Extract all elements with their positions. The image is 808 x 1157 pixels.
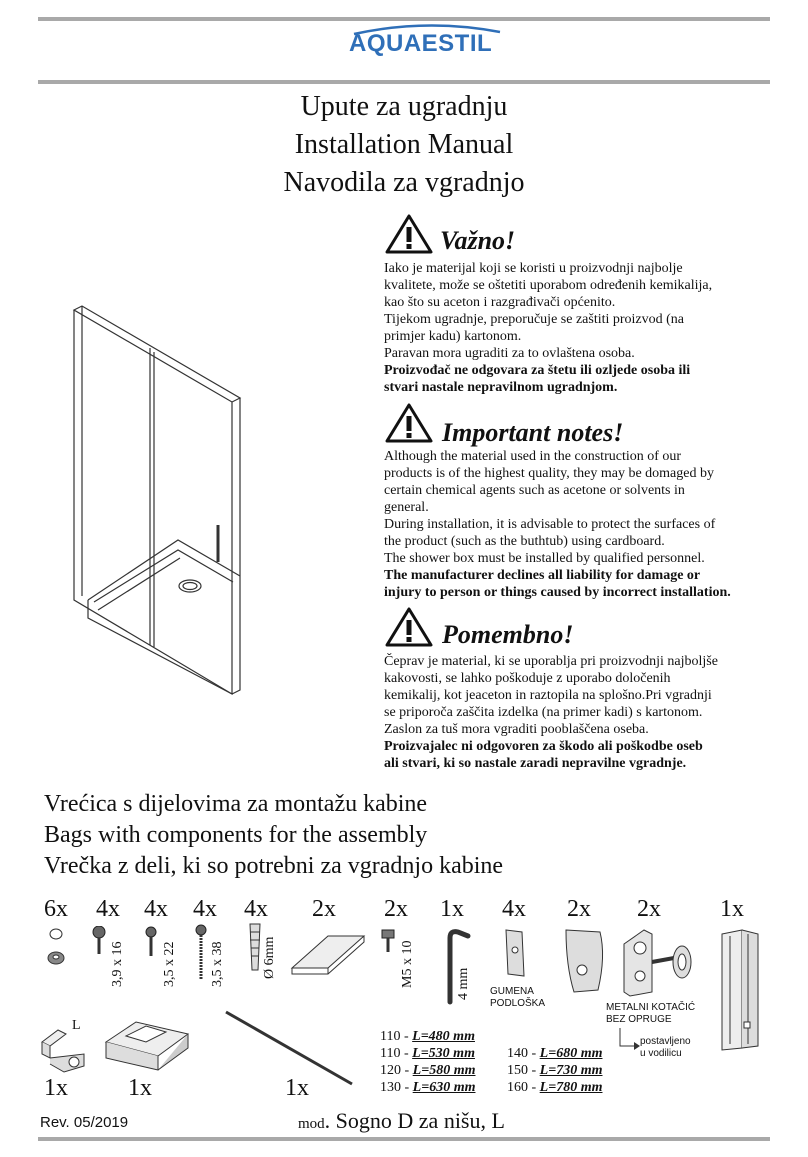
corner-bracket-icon bbox=[38, 1024, 94, 1074]
qty-gasket: 4x bbox=[502, 896, 526, 922]
length-value: L=530 mm bbox=[412, 1046, 475, 1061]
text-line-bold: Proizvođač ne odgovara za štetu ili ozljede osoba ili bbox=[384, 363, 691, 378]
text-line: Although the material used in the construction of our bbox=[384, 449, 682, 464]
text-line: kao što su aceton i razgrađivači općenito. bbox=[384, 295, 616, 310]
text-line: Tijekom ugradnje, preporučuje se zaštiti proizvod (na bbox=[384, 312, 685, 327]
footer-rule bbox=[38, 1137, 770, 1141]
guide-block-icon bbox=[560, 926, 608, 996]
corner-label: L bbox=[72, 1018, 81, 1033]
size-label: 130 - bbox=[380, 1080, 413, 1095]
warning-triangle-icon bbox=[384, 402, 434, 444]
length-row bbox=[380, 1028, 475, 1045]
model-title: . Sogno D za nišu, L bbox=[324, 1108, 505, 1133]
size-label: 110 - bbox=[380, 1029, 413, 1044]
dowel-size-label: Ø 6mm bbox=[262, 936, 277, 979]
length-value: L=680 mm bbox=[539, 1046, 603, 1061]
size-label: 160 - bbox=[507, 1080, 540, 1095]
text-line: Zaslon za tuš mora vgraditi pooblaščena oseba. bbox=[384, 722, 649, 737]
qty-washer: 6x bbox=[44, 896, 68, 922]
wheel-label bbox=[606, 1002, 695, 1026]
bolt-size-label: M5 x 10 bbox=[400, 940, 415, 988]
length-value: L=630 mm bbox=[412, 1080, 476, 1095]
text-line: Čeprav je material, ki se uporablja pri proizvodnji najboljše bbox=[384, 654, 718, 669]
qty-dowel: 4x bbox=[244, 896, 268, 922]
bags-title-sl: Vrečka z deli, ki so potrebni za vgradnjo kabine bbox=[44, 853, 504, 879]
cover-plate-icon bbox=[288, 928, 368, 980]
qty-screw-16: 4x bbox=[96, 896, 120, 922]
size-label: 120 - bbox=[380, 1063, 413, 1078]
length-row bbox=[380, 1079, 475, 1096]
handle-profile-icon bbox=[718, 926, 764, 1054]
length-row bbox=[507, 1045, 602, 1062]
qty-corner-bracket: 1x bbox=[44, 1075, 68, 1101]
label-line: BEZ OPRUGE bbox=[606, 1014, 672, 1025]
text-line: Iako je materijal koji se koristi u proizvodnji najbolje bbox=[384, 261, 683, 276]
revision-label: Rev. 05/2019 bbox=[40, 1114, 129, 1131]
text-line: se priporoča zaščita izdelka (na primer kadi) s kartonom. bbox=[384, 705, 703, 720]
qty-handle: 1x bbox=[720, 896, 744, 922]
warning-heading-hr: Važno! bbox=[440, 226, 516, 255]
warning-text-en bbox=[384, 448, 784, 601]
text-line: primjer kadu) kartonom. bbox=[384, 329, 522, 344]
text-line: kakovosti, se lahko poškoduje z uporabo določenih bbox=[384, 671, 671, 686]
length-value: L=780 mm bbox=[539, 1080, 603, 1095]
hex-key-size-label: 4 mm bbox=[456, 967, 471, 1000]
text-line: products is of the highest quality, they may be domaged by bbox=[384, 466, 714, 481]
qty-wheel: 2x bbox=[637, 896, 661, 922]
length-row bbox=[380, 1045, 475, 1062]
length-value: L=480 mm bbox=[412, 1029, 475, 1044]
bags-title-en: Bags with components for the assembly bbox=[44, 822, 428, 848]
text-line-bold: stvari nastale nepravilnom ugradnjom. bbox=[384, 380, 618, 395]
lengths-right bbox=[507, 1045, 602, 1096]
text-line-bold: Proizvajalec ni odgovoren za škodo ali poškodbe oseb bbox=[384, 739, 703, 754]
gasket-label bbox=[490, 986, 545, 1010]
length-row bbox=[507, 1062, 602, 1079]
text-line: the product (such as the buthtub) using cardboard. bbox=[384, 534, 665, 549]
connector-bracket-icon bbox=[100, 1008, 196, 1074]
warning-heading-en: Important notes! bbox=[442, 418, 624, 447]
length-value: L=580 mm bbox=[412, 1063, 476, 1078]
label-line: u vodilicu bbox=[640, 1048, 682, 1059]
text-line: The shower box must be installed by qualified personnel. bbox=[384, 551, 705, 566]
header-rule bbox=[38, 80, 770, 84]
qty-screw-22: 4x bbox=[144, 896, 168, 922]
text-line: general. bbox=[384, 500, 429, 515]
model-prefix: mod bbox=[298, 1116, 325, 1132]
screw-icon bbox=[90, 926, 108, 956]
bags-title-hr: Vrećica s dijelovima za montažu kabine bbox=[44, 791, 428, 817]
length-row bbox=[507, 1079, 602, 1096]
warning-triangle-icon bbox=[384, 606, 434, 648]
label-line: PODLOŠKA bbox=[490, 998, 546, 1009]
metal-wheel-icon bbox=[618, 922, 698, 1004]
screw-icon bbox=[142, 926, 160, 958]
size-label: 140 - bbox=[507, 1046, 540, 1061]
text-line: certain chemical agents such as acetone or solvents in bbox=[384, 483, 685, 498]
guide-label bbox=[640, 1036, 691, 1060]
brand-logo: AQUAESTIL bbox=[349, 30, 493, 57]
label-line: postavljeno bbox=[640, 1036, 691, 1047]
shower-cabin-illustration bbox=[68, 300, 250, 700]
title-hr: Upute za ugradnju bbox=[300, 91, 508, 122]
arrow-icon bbox=[616, 1026, 642, 1054]
text-line: kemikalij, kot jeaceton in raztopila na splošno.Pri vgradnji bbox=[384, 688, 712, 703]
washer-icon bbox=[44, 926, 74, 974]
text-line-bold: The manufacturer declines all liability for damage or bbox=[384, 568, 701, 583]
bolt-icon bbox=[380, 928, 396, 954]
size-label: 150 - bbox=[507, 1063, 540, 1078]
length-row bbox=[380, 1062, 475, 1079]
length-value: L=730 mm bbox=[539, 1063, 603, 1078]
qty-cover: 2x bbox=[312, 896, 336, 922]
size-label: 110 - bbox=[380, 1046, 413, 1061]
warning-text-sl bbox=[384, 653, 784, 772]
text-line: During installation, it is advisable to protect the surfaces of bbox=[384, 517, 716, 532]
title-sl: Navodila za vgradnjo bbox=[283, 167, 525, 198]
title-en: Installation Manual bbox=[294, 129, 514, 160]
label-line: GUMENA bbox=[490, 986, 534, 997]
warning-text-hr bbox=[384, 260, 784, 396]
lengths-left bbox=[380, 1028, 475, 1096]
rubber-gasket-icon bbox=[502, 926, 528, 980]
text-line: Paravan mora ugraditi za to ovlaštena osoba. bbox=[384, 346, 635, 361]
qty-screw-38: 4x bbox=[193, 896, 217, 922]
qty-bolt: 2x bbox=[384, 896, 408, 922]
qty-hex-key: 1x bbox=[440, 896, 464, 922]
qty-connector: 1x bbox=[128, 1075, 152, 1101]
model-name bbox=[298, 1108, 505, 1134]
screw-icon bbox=[192, 924, 210, 984]
qty-rail: 1x bbox=[285, 1075, 309, 1101]
qty-guide-block: 2x bbox=[567, 896, 591, 922]
text-line-bold: injury to person or things caused by incorrect installation. bbox=[384, 585, 731, 600]
screw-size-label: 3,5 x 22 bbox=[162, 941, 177, 987]
warning-triangle-icon bbox=[384, 213, 434, 255]
text-line: kvalitete, može se oštetiti uporabom određenih kemikalija, bbox=[384, 278, 713, 293]
screw-size-label: 3,5 x 38 bbox=[210, 941, 225, 987]
screw-size-label: 3,9 x 16 bbox=[110, 941, 125, 987]
warning-heading-sl: Pomembno! bbox=[442, 620, 574, 649]
text-line-bold: ali stvari, ki so nastale zaradi nepravilne vgradnje. bbox=[384, 756, 687, 771]
top-rule bbox=[38, 17, 770, 21]
label-line: METALNI KOTAČIĆ bbox=[606, 1002, 696, 1013]
